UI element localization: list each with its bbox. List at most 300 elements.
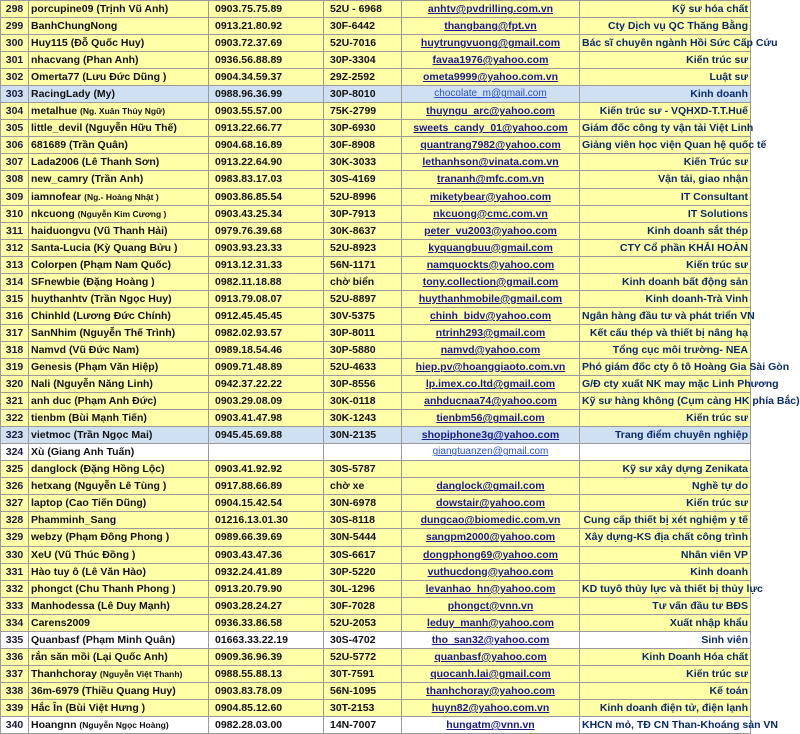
email-link[interactable]: thangbang@fpt.vn [402,18,580,35]
occupation: IT Solutions [580,205,751,222]
nickname-cell [29,1,209,18]
full-name: (Nguyễn Lê Tùng ) [74,480,167,493]
row-number: 302 [1,69,29,86]
nickname: Xù [31,446,45,459]
email-link[interactable]: lp.imex.co.ltd@gmail.com [402,376,580,393]
nickname-cell [29,393,209,410]
nickname-cell [29,614,209,631]
table-row [1,256,751,273]
license-plate: 30S-8118 [324,512,402,529]
table-row [1,103,751,120]
nickname-cell [29,682,209,699]
table-row [1,393,751,410]
occupation: Kiến Trúc sư [580,154,751,171]
occupation: CTY Cổ phần KHẢI HOÀN [580,239,751,256]
email-link[interactable]: thanhchoray@yahoo.com [402,682,580,699]
license-plate: 30P-8010 [324,86,402,103]
phone-number: 0982.11.18.88 [209,273,324,290]
occupation: Sinh viên [580,631,751,648]
row-number: 330 [1,546,29,563]
email-link[interactable]: huyn82@yahoo.com.vn [402,699,580,716]
nickname-cell [29,103,209,120]
row-number: 314 [1,273,29,290]
row-number: 315 [1,290,29,307]
row-number: 325 [1,461,29,478]
nickname: XeU [31,548,52,561]
table-row [1,546,751,563]
license-plate: 30L-1296 [324,580,402,597]
nickname: Chinhld [31,309,71,322]
row-number: 317 [1,324,29,341]
row-number: 334 [1,614,29,631]
email-link[interactable]: miketybear@yahoo.com [402,188,580,205]
nickname-cell [29,563,209,580]
full-name: (Trần Ngọc Mai) [73,429,153,442]
license-plate: 14N-7007 [324,716,402,733]
occupation: Giảng viên học viện Quan hệ quốc tế [580,137,751,154]
phone-number: 0988.55.88.13 [209,665,324,682]
license-plate: 75K-2799 [324,103,402,120]
email-link[interactable]: leduy_manh@yahoo.com [402,614,580,631]
nickname-cell [29,273,209,290]
full-name: (Nguyễn Ngọc Hoàng) [79,719,169,730]
phone-number: 0979.76.39.68 [209,222,324,239]
occupation: Kinh doanh [580,563,751,580]
phone-number: 0904.68.16.89 [209,137,324,154]
nickname: Nali [31,378,51,391]
occupation: Vận tải, giao nhận [580,171,751,188]
nickname-cell [29,120,209,137]
phone-number: 0904.34.59.37 [209,69,324,86]
email-link[interactable]: sangpm2000@yahoo.com [402,529,580,546]
row-number: 332 [1,580,29,597]
occupation: KHCN mỏ, TĐ CN Than-Khoáng sản VN [580,716,751,733]
license-plate [324,444,402,461]
email-link[interactable]: huythanhmobile@gmail.com [402,290,580,307]
table-row [1,699,751,716]
row-number: 305 [1,120,29,137]
occupation: Giám đốc công ty vận tải Việt Linh [580,120,751,137]
phone-number: 0913.22.66.77 [209,120,324,137]
email-link[interactable]: ntrinh293@gmail.com [402,324,580,341]
row-number: 310 [1,205,29,222]
phone-number: 0913.79.08.07 [209,290,324,307]
full-name: (My) [93,88,116,101]
phone-number: 0936.56.88.89 [209,52,324,69]
occupation: Nhân viên VP [580,546,751,563]
email-link[interactable]: chocolate_m@gmail.com [402,86,580,103]
occupation: Kiến trúc sư - VQHXD-T.T.Huế [580,103,751,120]
email-link[interactable]: tho_san32@yahoo.com [402,631,580,648]
license-plate: 30N-6978 [324,495,402,512]
license-plate: 30K-1243 [324,410,402,427]
occupation: Kinh doanh-Trà Vinh [580,290,751,307]
nickname: Quanbasf [31,633,80,646]
email-link[interactable]: dongphong69@yahoo.com [402,546,580,563]
table-row [1,631,751,648]
table-row [1,1,751,18]
nickname-cell [29,188,209,205]
nickname: Huy115 [31,37,68,50]
email-link[interactable]: danglock@gmail.com [402,478,580,495]
email-link[interactable]: quanbasf@yahoo.com [402,648,580,665]
table-row [1,716,751,733]
full-name: (Ng. Xuân Thủy Ngữ) [80,106,166,117]
occupation: Cung cấp thiết bị xét nghiệm y tế [580,512,751,529]
nickname-cell [29,427,209,444]
table-row [1,205,751,222]
row-number: 331 [1,563,29,580]
full-name: (Ng.- Hoàng Nhật ) [84,191,159,202]
full-name: (Trịnh Vũ Anh) [96,3,169,16]
occupation: Kiến trúc sư [580,665,751,682]
full-name: (Trần Anh) [91,173,144,186]
nickname: metalhue [31,105,78,118]
license-plate: 52U-8897 [324,290,402,307]
row-number: 303 [1,86,29,103]
nickname: BanhChungNong [31,20,118,33]
full-name: (Vũ Đức Nam) [68,343,139,356]
nickname-cell [29,376,209,393]
nickname-cell [29,69,209,86]
row-number: 309 [1,188,29,205]
row-number: 339 [1,699,29,716]
table-row [1,529,751,546]
phone-number: 0903.43.47.36 [209,546,324,563]
full-name: (Đặng Hồng Lộc) [80,463,165,476]
occupation: Bác sĩ chuyên ngành Hồi Sức Cấp Cứu [580,35,751,52]
occupation: Kỹ sư xây dựng Zenikata [580,461,751,478]
full-name: (Cao Tiến Dũng) [65,497,147,510]
occupation: Kinh Doanh Hóa chất [580,648,751,665]
row-number: 319 [1,358,29,375]
table-row [1,358,751,375]
row-number: 324 [1,444,29,461]
email-link[interactable]: sweets_candy_01@yahoo.com [402,120,580,137]
nickname: iamnofear [31,190,82,203]
nickname-cell [29,529,209,546]
nickname-cell [29,444,209,461]
table-row [1,324,751,341]
nickname: danglock [31,463,78,476]
table-row [1,273,751,290]
nickname: little_devil [31,122,83,135]
table-row [1,120,751,137]
full-name: (Lê Thanh Sơn) [81,156,160,169]
table-row [1,597,751,614]
email-link[interactable]: quocanh.lai@gmail.com [402,665,580,682]
phone-number: 0904.15.42.54 [209,495,324,512]
occupation: Kỹ sư hóa chất [580,1,751,18]
full-name: (Nguyễn Thế Trình) [79,326,176,339]
phone-number: 0909.71.48.89 [209,358,324,375]
email-link[interactable]: chinh_bidv@yahoo.com [402,307,580,324]
occupation: Luật sư [580,69,751,86]
email-link[interactable]: anhducnaa74@yahoo.com [402,393,580,410]
row-number: 340 [1,716,29,733]
table-row [1,580,751,597]
nickname-cell [29,341,209,358]
full-name: (Lại Quốc Anh) [92,650,168,663]
table-row [1,18,751,35]
phone-number: 01216.13.01.30 [209,512,324,529]
nickname: Santa-Lucia [31,241,91,254]
phone-number: 0982.28.03.00 [209,716,324,733]
full-name: (Đặng Hoàng ) [82,275,155,288]
table-row [1,682,751,699]
occupation: Kiến trúc sư [580,410,751,427]
license-plate: 30P-5880 [324,341,402,358]
row-number: 327 [1,495,29,512]
full-name: (Nguyễn Hữu Thế) [85,122,177,135]
nickname: hetxang [31,480,72,493]
phone-number: 0936.33.86.58 [209,614,324,631]
nickname-cell [29,256,209,273]
occupation: Trang điểm chuyên nghiệp [580,427,751,444]
phone-number: 0942.37.22.22 [209,376,324,393]
email-link[interactable]: phongct@vnn.vn [402,597,580,614]
nickname: Hào tuy ô [31,565,79,578]
full-name: (Lương Đức Chính) [73,309,171,322]
row-number: 322 [1,410,29,427]
phone-number: 0913.21.80.92 [209,18,324,35]
nickname: Hắc În [31,701,63,714]
table-row [1,341,751,358]
license-plate: 30N-5444 [324,529,402,546]
email-link[interactable]: tony.collection@gmail.com [402,273,580,290]
full-name: (Nguyễn Năng Linh) [53,378,153,391]
phone-number: 0989.18.54.46 [209,341,324,358]
nickname: porcupine09 [31,3,94,16]
license-plate: 30P-8556 [324,376,402,393]
license-plate: 52U-7016 [324,35,402,52]
license-plate: 29Z-2592 [324,69,402,86]
table-row [1,461,751,478]
phone-number [209,444,324,461]
table-row [1,69,751,86]
license-plate: 30P-8011 [324,324,402,341]
nickname-cell [29,512,209,529]
nickname: Hoangnn [31,718,77,731]
email-link[interactable]: favaa1976@yahoo.com [402,52,580,69]
nickname: nhacvang [31,54,81,67]
occupation: KD tuyô thủy lực và thiết bị thủy lực [580,580,751,597]
full-name: (Giang Anh Tuấn) [47,446,135,459]
nickname: Thanhchoray [31,667,97,680]
row-number: 304 [1,103,29,120]
table-row [1,52,751,69]
phone-number: 0932.24.41.89 [209,563,324,580]
email-link[interactable]: levanhao_hn@yahoo.com [402,580,580,597]
full-name: (Phạm Minh Quân) [82,633,176,646]
email-link[interactable]: dowstair@yahoo.com [402,495,580,512]
nickname-cell [29,665,209,682]
nickname-cell [29,324,209,341]
row-number: 337 [1,665,29,682]
nickname: 681689 [31,139,67,152]
occupation: Ngân hàng đầu tư và phát triển VN [580,307,751,324]
nickname-cell [29,478,209,495]
email-link[interactable]: namvd@yahoo.com [402,341,580,358]
email-link[interactable]: giangtuanzen@gmail.com [402,444,580,461]
full-name: (Trần Quân) [68,139,128,152]
email-link[interactable]: quantrang7982@yahoo.com [402,137,580,154]
row-number: 313 [1,256,29,273]
nickname-cell [29,358,209,375]
nickname: SFnewbie [31,275,81,288]
email-link[interactable]: namquockts@yahoo.com [402,256,580,273]
license-plate: 30S-6617 [324,546,402,563]
phone-number: 0903.29.08.09 [209,393,324,410]
license-plate: 30F-8908 [324,137,402,154]
email-link[interactable]: peter_vu2003@yahoo.com [402,222,580,239]
table-row [1,290,751,307]
nickname: Genesis [31,361,72,373]
nickname: huythanhtv [31,292,88,305]
nickname-cell [29,546,209,563]
table-row [1,478,751,495]
nickname-cell [29,699,209,716]
license-plate: 30S-4169 [324,171,402,188]
nickname-cell [29,410,209,427]
row-number: 326 [1,478,29,495]
license-plate: 30T-2153 [324,699,402,716]
full-name: (Phạm Đông Phong ) [65,531,170,544]
table-row [1,35,751,52]
occupation: Kinh doanh sắt thép [580,222,751,239]
nickname: webzy [31,531,63,544]
row-number: 308 [1,171,29,188]
full-name: (Lưu Đức Dũng ) [82,71,167,84]
email-link[interactable]: vuthucdong@yahoo.com [402,563,580,580]
row-number: 301 [1,52,29,69]
email-link[interactable]: huytrungvuong@gmail.com [402,35,580,52]
nickname: Omerta77 [31,71,80,84]
email-link[interactable]: hungatm@vnn.vn [402,716,580,733]
license-plate: chờ biển [324,273,402,290]
occupation: Tư vấn đầu tư BĐS [580,597,751,614]
occupation: Nghề tự do [580,478,751,495]
nickname: haiduongvu [31,224,91,237]
license-plate: 30V-5375 [324,307,402,324]
full-name: (Phạm Nam Quốc) [80,258,172,271]
occupation: Tổng cục môi trường- NEA [580,341,751,358]
phone-number: 0903.41.92.92 [209,461,324,478]
nickname: phongct [31,582,73,595]
table-row [1,563,751,580]
nickname: SanNhim [31,326,77,339]
email-link[interactable]: nkcuong@cmc.com.vn [402,205,580,222]
full-name: (Nguyễn Việt Thanh) [99,668,183,679]
phone-number: 0903.28.24.27 [209,597,324,614]
row-number: 328 [1,512,29,529]
email-link[interactable]: kyquangbuu@gmail.com [402,239,580,256]
table-row [1,427,751,444]
occupation: Kiến trúc sư [580,52,751,69]
nickname-cell [29,580,209,597]
email-link[interactable] [402,461,580,478]
nickname-cell [29,631,209,648]
row-number: 307 [1,154,29,171]
license-plate: 52U-4633 [324,358,402,375]
table-row [1,222,751,239]
phone-number: 0988.96.36.99 [209,86,324,103]
nickname: Manhodessa [31,599,95,612]
row-number: 299 [1,18,29,35]
phone-number: 0903.83.78.09 [209,682,324,699]
row-number: 335 [1,631,29,648]
email-link[interactable]: shopiphone3g@yahoo.com [402,427,580,444]
license-plate: 52U-2053 [324,614,402,631]
license-plate: 30P-6930 [324,120,402,137]
full-name: (Thiều Quang Huy) [81,684,176,697]
email-link[interactable]: thuyngu_arc@yahoo.com [402,103,580,120]
table-row [1,239,751,256]
full-name: (Kỳ Quang Bửu ) [93,241,178,254]
nickname-cell [29,18,209,35]
occupation: Xuất nhập khẩu [580,614,751,631]
nickname-cell [29,154,209,171]
license-plate: chờ xe [324,478,402,495]
license-plate: 30F-6442 [324,18,402,35]
phone-number: 0983.83.17.03 [209,171,324,188]
full-name: (Phan Anh) [82,54,139,67]
nickname-cell [29,52,209,69]
phone-number: 0903.75.75.89 [209,1,324,18]
license-plate: 30K-8637 [324,222,402,239]
nickname: 36m-6979 [31,684,79,697]
phone-number: 0903.55.57.00 [209,103,324,120]
phone-number: 0903.43.25.34 [209,205,324,222]
occupation: G/Đ cty xuất NK may mặc Linh Phương [580,376,751,393]
nickname: RacingLady [31,88,91,101]
license-plate: 52U-5772 [324,648,402,665]
row-number: 311 [1,222,29,239]
nickname-cell [29,137,209,154]
nickname: rắn săn mồi [31,650,90,663]
table-row [1,495,751,512]
occupation [580,444,751,461]
full-name: (Bùi Mạnh Tiến) [68,412,147,425]
email-link[interactable]: ometa9999@yahoo.com.vn [402,69,580,86]
occupation: IT Consultant [580,188,751,205]
phone-number: 0903.41.47.98 [209,410,324,427]
occupation: Kết cấu thép và thiết bị nâng hạ [580,324,751,341]
row-number: 329 [1,529,29,546]
contact-table-body [1,1,800,734]
license-plate: 30P-7913 [324,205,402,222]
email-link[interactable]: dungcao@biomedic.com.vn [402,512,580,529]
full-name: (Lê Duy Mạnh) [97,599,170,612]
nickname: Namvd [31,343,67,356]
email-link[interactable]: hiep.pv@hoanggiaoto.com.vn [402,358,580,375]
email-link[interactable]: trananh@mfc.com.vn [402,171,580,188]
phone-number: 0903.72.37.69 [209,35,324,52]
nickname-cell [29,239,209,256]
nickname-cell [29,222,209,239]
nickname-cell [29,35,209,52]
table-row [1,512,751,529]
table-row [1,154,751,171]
email-link[interactable]: lethanhson@vinata.com.vn [402,154,580,171]
email-link[interactable]: tienbm56@gmail.com [402,410,580,427]
license-plate: 30F-7028 [324,597,402,614]
license-plate: 30S-4702 [324,631,402,648]
phone-number: 0913.12.31.33 [209,256,324,273]
nickname-cell [29,86,209,103]
license-plate: 56N-1095 [324,682,402,699]
email-link[interactable]: anhtv@pvdrilling.com.vn [402,1,580,18]
